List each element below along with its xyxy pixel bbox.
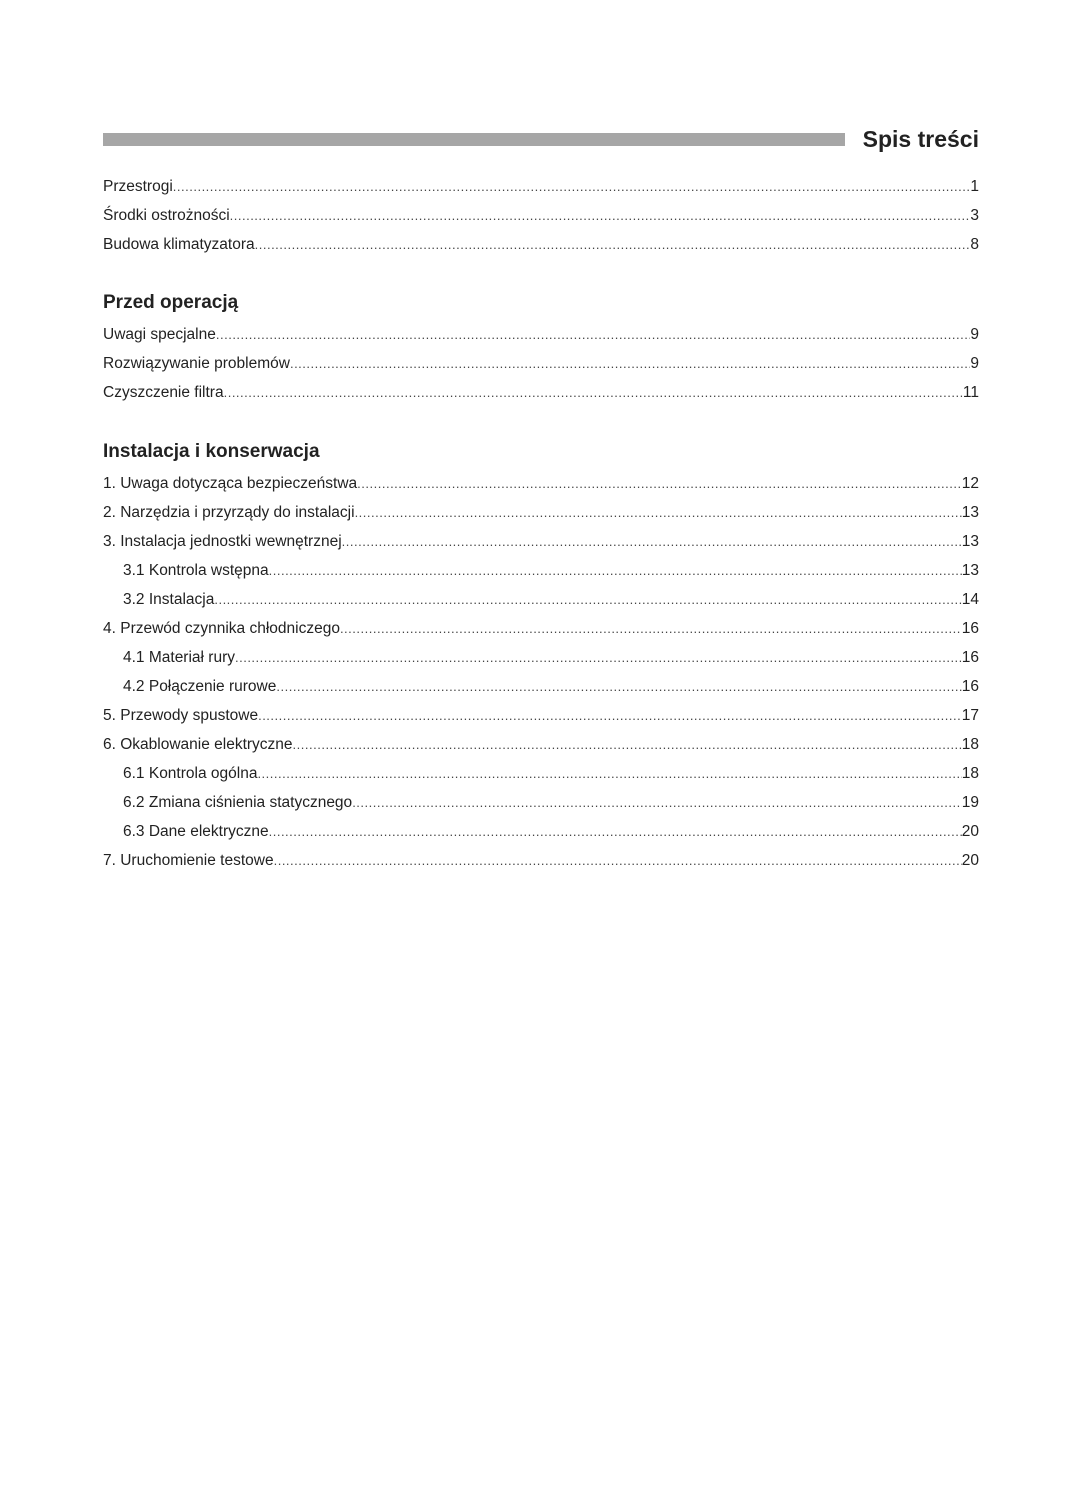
toc-entry-page: 19 xyxy=(961,794,979,811)
toc-entry[interactable] xyxy=(103,172,979,201)
toc-entry-label: 3. Instalacja jednostki wewnętrznej xyxy=(103,533,342,550)
toc-entry[interactable] xyxy=(103,846,979,875)
toc-entry-label: 3.2 Instalacja xyxy=(123,591,215,608)
dot-leader xyxy=(355,498,962,527)
toc-entry-page: 9 xyxy=(970,326,979,343)
toc-entry[interactable] xyxy=(103,556,979,585)
toc-entry[interactable] xyxy=(103,378,979,407)
toc-entry-page: 12 xyxy=(961,475,979,492)
toc-entry-page: 13 xyxy=(961,562,979,579)
toc-entry-label: 6.1 Kontrola ogólna xyxy=(123,765,258,782)
toc-entry-label: 7. Uruchomienie testowe xyxy=(103,852,274,869)
dot-leader xyxy=(257,759,961,788)
dot-leader xyxy=(342,527,962,556)
toc-entry-label: Budowa klimatyzatora xyxy=(103,236,255,253)
toc-entry[interactable] xyxy=(103,614,979,643)
dot-leader xyxy=(340,614,962,643)
toc-entry[interactable] xyxy=(103,643,979,672)
toc-entry-page: 16 xyxy=(961,649,979,666)
toc-entry[interactable] xyxy=(103,201,979,230)
toc-entry-label: Przestrogi xyxy=(103,178,173,195)
toc-entry-page: 3 xyxy=(970,207,979,224)
dot-leader xyxy=(276,672,961,701)
toc-entry[interactable] xyxy=(103,469,979,498)
toc-entry[interactable] xyxy=(103,672,979,701)
toc-entry-label: 3.1 Kontrola wstępna xyxy=(123,562,269,579)
dot-leader xyxy=(293,730,962,759)
toc-entry-label: Uwagi specjalne xyxy=(103,326,216,343)
dot-leader xyxy=(230,201,971,230)
toc-entry[interactable] xyxy=(103,701,979,730)
section-heading: Przed operacją xyxy=(103,292,239,313)
toc-group-installation xyxy=(103,440,979,875)
toc-entry[interactable] xyxy=(103,585,979,614)
toc-entry-page: 13 xyxy=(961,504,979,521)
toc-entry[interactable] xyxy=(103,320,979,349)
toc-header xyxy=(103,124,979,156)
toc-entry-page: 8 xyxy=(970,236,979,253)
toc-entry[interactable] xyxy=(103,788,979,817)
toc-entry-label: Środki ostrożności xyxy=(103,207,230,224)
toc-entry-label: 6. Okablowanie elektryczne xyxy=(103,736,293,753)
toc-entry-page: 9 xyxy=(970,355,979,372)
toc-entry-page: 14 xyxy=(961,591,979,608)
header-rule xyxy=(103,133,845,146)
toc-entry-label: 4. Przewód czynnika chłodniczego xyxy=(103,620,340,637)
dot-leader xyxy=(357,469,962,498)
toc-entry-page: 16 xyxy=(961,620,979,637)
toc-entry-page: 1 xyxy=(970,178,979,195)
toc-group-before-operation xyxy=(103,291,979,407)
toc-entry-page: 13 xyxy=(961,533,979,550)
page-title: Spis treści xyxy=(862,126,979,152)
toc-entry-page: 18 xyxy=(961,736,979,753)
dot-leader xyxy=(235,643,962,672)
toc-entry-page: 20 xyxy=(961,823,979,840)
dot-leader xyxy=(224,378,963,407)
toc-group-general xyxy=(103,172,979,259)
toc-entry[interactable] xyxy=(103,817,979,846)
toc-entry[interactable] xyxy=(103,759,979,788)
toc-entry-label: 6.2 Zmiana ciśnienia statycznego xyxy=(123,794,353,811)
toc-entry-page: 20 xyxy=(961,852,979,869)
dot-leader xyxy=(214,585,961,614)
dot-leader xyxy=(258,701,962,730)
toc-entry-label: 6.3 Dane elektryczne xyxy=(123,823,269,840)
toc-entry[interactable] xyxy=(103,527,979,556)
toc-entry[interactable] xyxy=(103,730,979,759)
dot-leader xyxy=(274,846,962,875)
toc-entry-label: 4.1 Materiał rury xyxy=(123,649,235,666)
dot-leader xyxy=(255,230,971,259)
dot-leader xyxy=(269,817,962,846)
toc-entry-page: 18 xyxy=(961,765,979,782)
dot-leader xyxy=(269,556,962,585)
toc-entry-page: 17 xyxy=(961,707,979,724)
toc-entry-page: 16 xyxy=(961,678,979,695)
toc-entry-label: 2. Narzędzia i przyrządy do instalacji xyxy=(103,504,355,521)
dot-leader xyxy=(290,349,970,378)
toc-entry[interactable] xyxy=(103,230,979,259)
toc-entry-label: 4.2 Połączenie rurowe xyxy=(123,678,277,695)
toc-entry[interactable] xyxy=(103,498,979,527)
toc-entry[interactable] xyxy=(103,349,979,378)
toc-entry-page: 11 xyxy=(962,384,979,401)
toc-entry-label: 1. Uwaga dotycząca bezpieczeństwa xyxy=(103,475,358,492)
dot-leader xyxy=(352,788,962,817)
toc-entry-label: 5. Przewody spustowe xyxy=(103,707,259,724)
toc-entry-label: Rozwiązywanie problemów xyxy=(103,355,290,372)
dot-leader xyxy=(216,320,971,349)
toc-entry-label: Czyszczenie filtra xyxy=(103,384,224,401)
dot-leader xyxy=(173,172,971,201)
section-heading: Instalacja i konserwacja xyxy=(103,441,320,462)
